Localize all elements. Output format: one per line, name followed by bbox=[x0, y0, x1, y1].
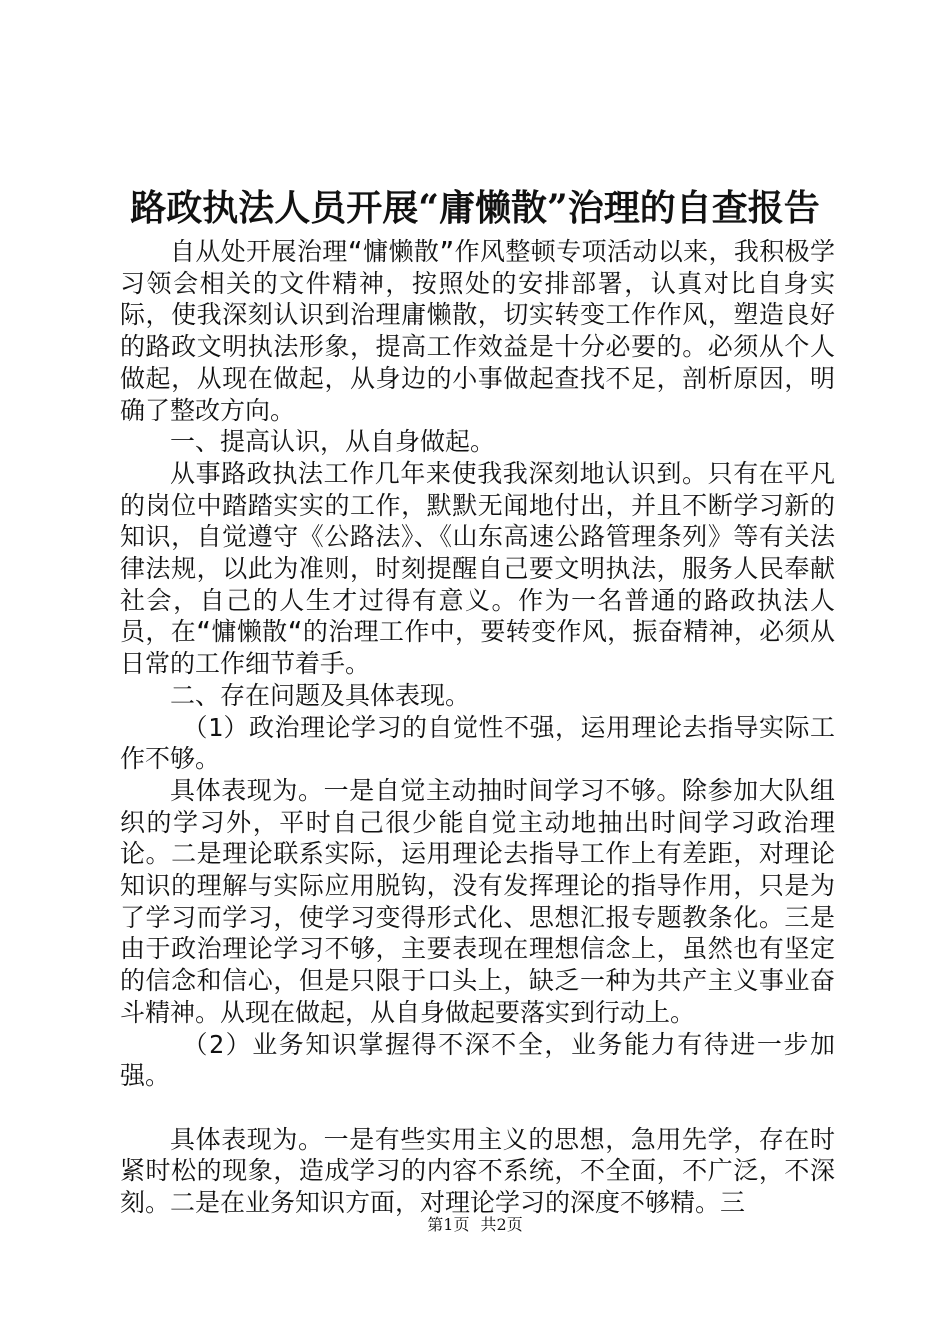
paragraph-subsection-1: 具体表现为。一是自觉主动抽时间学习不够。除参加大队组织的学习外，平时自己很少能自觉主动地抽出时间学习政治理论。二是理论联系实际，运用理论去指导工作上有差距，对理论知识的理解与实际应用脱钩，没有发挥理论的指导作用，只是为了学习而学习，使学习变得形式化、思想汇报专题教条化。三是由于政治理论学习不够，主要表现在理想信念上，虽然也有坚定的信念和信心，但是只限于口头上，缺乏一种为共产主义事业奋斗精神。从现在做起，从自身做起要落实到行动上。 bbox=[120, 775, 835, 1027]
subsection-heading-1: （1）政治理论学习的自觉性不强，运用理论去指导实际工作不够。 bbox=[120, 712, 835, 774]
paragraph-intro: 自从处开展治理“慵懒散”作风整顿专项活动以来，我积极学习领会相关的文件精神，按照处的安排部署，认真对比自身实际，使我深刻认识到治理庸懒散，切实转变工作作风，塑造良好的路政文明执法形象，提高工作效益是十分必要的。必须从个人做起，从现在做起，从身边的小事做起查找不足，剖析原因，明确了整改方向。 bbox=[120, 237, 835, 425]
page-footer bbox=[0, 1213, 950, 1237]
section-heading-2: 二、存在问题及具体表现。 bbox=[170, 680, 471, 710]
paragraph-section-1: 从事路政执法工作几年来使我我深刻地认识到。只有在平凡的岗位中踏踏实实的工作，默默无闻地付出，并且不断学习新的知识，自觉遵守《公路法》、《山东高速公路管理条列》等有关法律法规，以此为准则，时刻提醒自己要文明执法，服务人民奉献社会，自己的人生才过得有意义。作为一名普通的路政执法人员，在“慵懒散“的治理工作中，要转变作风，振奋精神，必须从日常的工作细节着手。 bbox=[120, 458, 835, 679]
document-body bbox=[120, 236, 835, 1219]
document-title: 路政执法人员开展“庸懒散”治理的自查报告 bbox=[130, 187, 820, 229]
page-number: 第1页 bbox=[427, 1215, 470, 1234]
section-heading-1: 一、提高认识，从自身做起。 bbox=[170, 427, 496, 457]
paragraph-spacer bbox=[120, 1092, 835, 1124]
paragraph-subsection-2: 具体表现为。一是有些实用主义的思想，急用先学，存在时紧时松的现象，造成学习的内容不系统，不全面，不广泛，不深刻。二是在业务知识方面，对理论学习的深度不够精。三 bbox=[120, 1124, 835, 1218]
page-total: 共2页 bbox=[480, 1215, 523, 1234]
subsection-heading-2: （2）业务知识掌握得不深不全，业务能力有待进一步加强。 bbox=[120, 1029, 835, 1091]
